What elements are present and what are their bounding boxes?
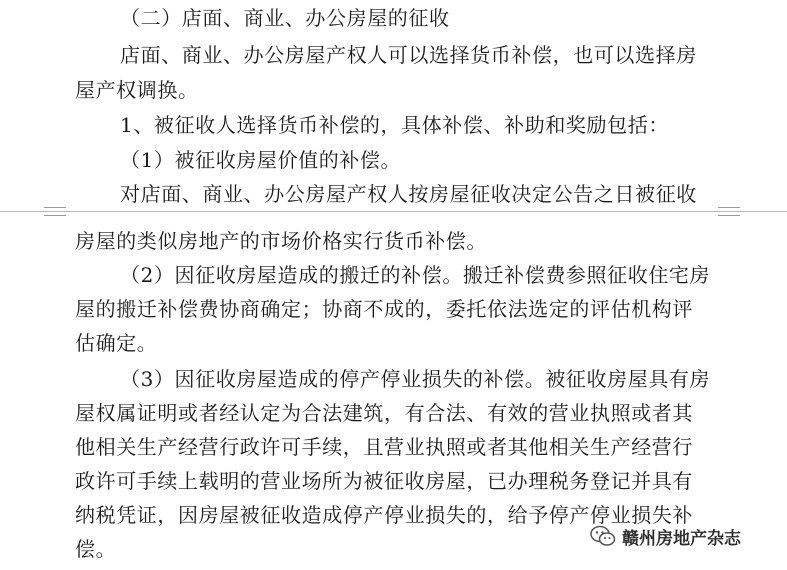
section-heading: （二）店面、商业、办公房屋的征收 — [120, 6, 450, 30]
page-margin-mark-right — [718, 207, 740, 216]
paragraph-line: 屋产权调换。 — [75, 78, 199, 102]
paragraph-line: 政许可手续上载明的营业场所为被征收房屋，已办理税务登记并具有 — [75, 469, 693, 493]
paragraph-line: 他相关生产经营行政许可手续，且营业执照或者其他相关生产经营行 — [75, 435, 693, 459]
page-break-divider — [0, 207, 787, 219]
paragraph-line: 对店面、商业、办公房屋产权人按房屋征收决定公告之日被征收 — [120, 182, 697, 206]
watermark-text: 赣州房地产杂志 — [622, 528, 741, 549]
paragraph-line: （3）因征收房屋造成的停产停业损失的补偿。被征收房屋具有房 — [120, 367, 711, 391]
paragraph-line: （2）因征收房屋造成的搬迁的补偿。搬迁补偿费参照征收住宅房 — [120, 263, 711, 287]
paragraph-line: 房屋的类似房地产的市场价格实行货币补偿。 — [75, 229, 487, 253]
watermark — [590, 523, 741, 549]
paragraph-line: 屋的搬迁补偿费协商确定；协商不成的，委托依法选定的评估机构评 — [75, 297, 693, 321]
paragraph-line: 估确定。 — [75, 331, 158, 355]
page-break-rule — [0, 211, 787, 212]
paragraph-line: 屋权属证明或者经认定为合法建筑，有合法、有效的营业执照或者其 — [75, 401, 693, 425]
paragraph-line: 1、被征收人选择货币补偿的，具体补偿、补助和奖励包括： — [120, 113, 669, 137]
wechat-icon — [590, 525, 616, 547]
paragraph-line: （1）被征收房屋价值的补偿。 — [120, 148, 402, 172]
paragraph-line: 纳税凭证，因房屋被征收造成停产停业损失的，给予停产停业损失补 — [75, 503, 693, 527]
page-margin-mark-left — [44, 207, 66, 216]
paragraph-line: 偿。 — [75, 537, 117, 561]
paragraph-line: 店面、商业、办公房屋产权人可以选择货币补偿，也可以选择房 — [120, 43, 697, 67]
